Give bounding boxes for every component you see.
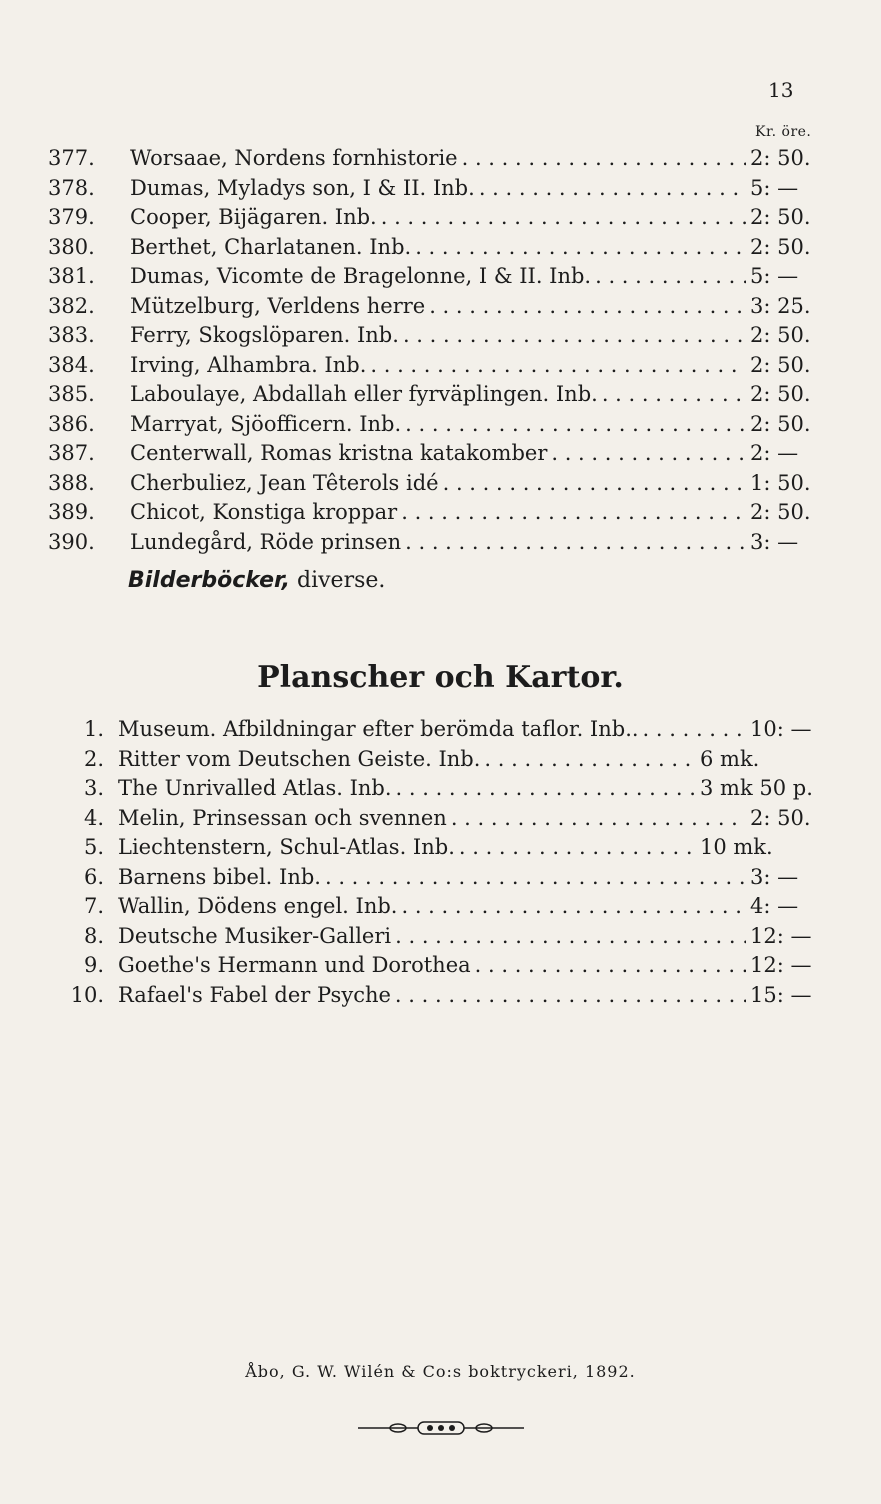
- entry-price: 4: —: [750, 894, 799, 918]
- leader-dots: [401, 500, 746, 524]
- entry-number: 3.: [83, 776, 104, 800]
- entry-number: 387.: [48, 441, 95, 465]
- plate-row: [48, 865, 828, 895]
- entry-number: 2.: [83, 746, 104, 771]
- catalogue-row: [48, 176, 828, 206]
- entry-title: Museum. Afbildningar efter berömda taflor. Inb..: [118, 717, 639, 741]
- subheading-italic: Bilderböcker,: [128, 568, 291, 593]
- catalogue-row: [48, 323, 828, 353]
- entry-number: 384.: [48, 352, 95, 377]
- entry-title: Centerwall, Romas kristna katakomber: [130, 441, 548, 465]
- entry-title: Worsaae, Nordens fornhistorie: [130, 146, 458, 170]
- leader-dots: [401, 894, 746, 918]
- entry-number: 389.: [48, 500, 95, 524]
- entry-price: 10 mk.: [700, 835, 773, 859]
- entry-number: 6.: [83, 864, 104, 889]
- entry-number: 385.: [48, 382, 95, 406]
- plate-row: [48, 717, 828, 747]
- catalogue-row: [48, 264, 828, 294]
- entry-price: 2: 50.: [750, 205, 811, 229]
- entry-price: 5: —: [750, 264, 799, 288]
- entry-number: 380.: [48, 234, 95, 259]
- leader-dots: [415, 235, 746, 259]
- page-number: 13: [768, 78, 794, 102]
- entry-price: 3: 25.: [750, 293, 811, 318]
- entry-price: 12: —: [750, 923, 812, 948]
- entry-title: Cooper, Bijägaren. Inb.: [130, 205, 377, 229]
- entry-price: 3 mk 50 p.: [700, 776, 813, 800]
- entry-price: 2: 50.: [750, 500, 811, 524]
- leader-dots: [475, 953, 746, 977]
- entry-price: 6 mk.: [700, 746, 760, 771]
- entry-number: 378.: [48, 175, 95, 200]
- leader-dots: [462, 146, 746, 170]
- leader-dots: [643, 717, 746, 741]
- catalogue-row: [48, 205, 828, 235]
- entry-number: 377.: [48, 146, 95, 170]
- leader-dots: [405, 412, 746, 436]
- entry-title: Wallin, Dödens engel. Inb.: [118, 894, 398, 918]
- plate-row: [48, 806, 828, 836]
- leader-dots: [551, 441, 746, 465]
- entry-title: Rafael's Fabel der Psyche: [118, 982, 391, 1007]
- entry-title: Dumas, Vicomte de Bragelonne, I & II. Inb.: [130, 264, 592, 288]
- catalogue-row: [48, 294, 828, 324]
- entry-price: 15: —: [750, 982, 812, 1007]
- entry-title: Chicot, Konstiga kroppar: [130, 500, 398, 524]
- plate-row: [48, 924, 828, 954]
- leader-dots: [595, 264, 746, 288]
- leader-dots: [396, 776, 696, 800]
- entry-price: 1: 50.: [750, 470, 811, 495]
- plate-row: [48, 776, 828, 806]
- leader-dots: [381, 205, 746, 229]
- entry-price: 3: —: [750, 864, 799, 889]
- leader-dots: [370, 353, 746, 377]
- entry-number: 382.: [48, 293, 95, 318]
- entry-price: 2: 50.: [750, 411, 811, 436]
- entry-number: 388.: [48, 470, 95, 495]
- catalogue-row: [48, 441, 828, 471]
- catalogue-row: [48, 382, 828, 412]
- entry-title: Mützelburg, Verldens herre: [130, 293, 426, 318]
- entry-price: 3: —: [750, 529, 799, 554]
- entry-title: Lundegård, Röde prinsen: [130, 529, 402, 554]
- entry-number: 379.: [48, 205, 95, 229]
- leader-dots: [484, 747, 696, 771]
- entry-price: 12: —: [750, 953, 812, 977]
- entry-title: Liechtenstern, Schul-Atlas. Inb.: [118, 835, 455, 859]
- catalogue-row: [48, 412, 828, 442]
- entry-price: 5: —: [750, 175, 799, 200]
- plates-list: [48, 717, 828, 1012]
- catalogue-list: [48, 146, 828, 559]
- entry-number: 9.: [83, 953, 104, 977]
- entry-title: Marryat, Sjöofficern. Inb.: [130, 411, 402, 436]
- entry-number: 383.: [48, 323, 95, 347]
- entry-number: 5.: [83, 835, 104, 859]
- plate-row: [48, 894, 828, 924]
- leader-dots: [395, 983, 746, 1007]
- catalogue-row: [48, 235, 828, 265]
- entry-title: Dumas, Myladys son, I & II. Inb.: [130, 175, 475, 200]
- entry-title: Deutsche Musiker-Galleri: [118, 923, 392, 948]
- entry-title: Cherbuliez, Jean Têterols idé: [130, 470, 439, 495]
- leader-dots: [479, 176, 746, 200]
- entry-price: 2: —: [750, 441, 799, 465]
- catalogue-row: [48, 500, 828, 530]
- entry-price: 2: 50.: [750, 382, 811, 406]
- leader-dots: [395, 924, 746, 948]
- entry-title: Irving, Alhambra. Inb.: [130, 352, 367, 377]
- catalogue-row: [48, 353, 828, 383]
- plate-row: [48, 983, 828, 1013]
- catalogue-row: [48, 530, 828, 560]
- leader-dots: [602, 382, 746, 406]
- imprint: Åbo, G. W. Wilén & Co:s boktryckeri, 1892.: [245, 1362, 636, 1381]
- plate-row: [48, 953, 828, 983]
- catalogue-row: [48, 471, 828, 501]
- entry-title: Melin, Prinsessan och svennen: [118, 805, 447, 830]
- leader-dots: [405, 530, 746, 554]
- entry-price: 2: 50.: [750, 805, 811, 830]
- entry-price: 2: 50.: [750, 323, 811, 347]
- entry-number: 381.: [48, 264, 95, 288]
- leader-dots: [451, 806, 746, 830]
- entry-number: 7.: [83, 894, 104, 918]
- entry-title: Berthet, Charlatanen. Inb.: [130, 234, 412, 259]
- subheading-rest: diverse.: [290, 568, 386, 593]
- entry-title: Laboulaye, Abdallah eller fyrväplingen. Inb.: [130, 382, 598, 406]
- entry-title: Barnens bibel. Inb.: [118, 864, 321, 889]
- leader-dots: [325, 865, 746, 889]
- entry-title: The Unrivalled Atlas. Inb.: [118, 776, 392, 800]
- entry-number: 4.: [83, 805, 104, 830]
- plate-row: [48, 747, 828, 777]
- ornament-divider: [358, 1418, 524, 1438]
- column-header: Kr. öre.: [755, 124, 812, 140]
- plate-row: [48, 835, 828, 865]
- leader-dots: [403, 323, 746, 347]
- entry-number: 10.: [70, 982, 104, 1007]
- section-title: Planscher och Kartor.: [257, 660, 624, 695]
- entry-title: Goethe's Hermann und Dorothea: [118, 953, 471, 977]
- leader-dots: [459, 835, 696, 859]
- entry-title: Ferry, Skogslöparen. Inb.: [130, 323, 399, 347]
- entry-price: 2: 50.: [750, 234, 811, 259]
- entry-number: 1.: [83, 717, 104, 741]
- catalogue-row: [48, 146, 828, 176]
- leader-dots: [429, 294, 746, 318]
- entry-number: 390.: [48, 529, 95, 554]
- entry-price: 10: —: [750, 717, 812, 741]
- entry-title: Ritter vom Deutschen Geiste. Inb.: [118, 746, 481, 771]
- entry-price: 2: 50.: [750, 146, 811, 170]
- entry-number: 386.: [48, 411, 95, 436]
- subheading: [128, 568, 385, 593]
- leader-dots: [443, 471, 746, 495]
- entry-number: 8.: [83, 923, 104, 948]
- entry-price: 2: 50.: [750, 352, 811, 377]
